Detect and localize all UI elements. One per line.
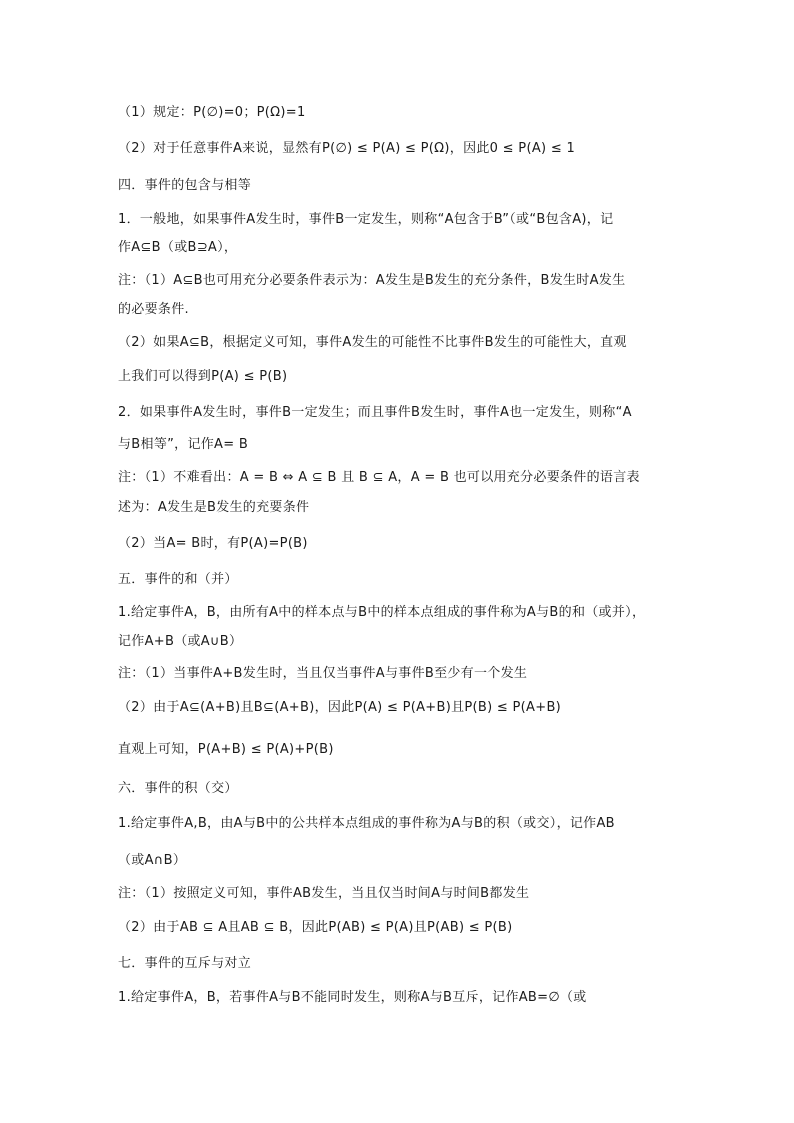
text-line: （2）由于AB ⊆ A且AB ⊆ B，因此P(AB) ≤ P(A)且P(AB) ≤ P(B) [118,920,513,935]
text-line: 1.给定事件A,B，由A与B中的公共样本点组成的事件称为A与B的积（或交），记作AB [118,816,615,831]
section-heading: 五．事件的和（并） [118,572,238,587]
text-line: （2）如果A⊆B，根据定义可知，事件A发生的可能性不比事件B发生的可能性大，直观 [118,335,627,350]
text-line: 2．如果事件A发生时，事件B一定发生；而且事件B发生时，事件A也一定发生，则称“A [118,405,632,420]
section-heading: 四．事件的包含与相等 [118,178,252,193]
section-heading: 六．事件的积（交） [118,781,238,796]
section-heading: 七．事件的互斥与对立 [118,956,252,971]
text-line: 述为：A发生是B发生的充要条件 [118,500,310,515]
text-line: 与B相等”，记作A= B [118,437,249,452]
text-line: 注：（1）不难看出：A = B ⇔ A ⊆ B 且 B ⊆ A，A = B 也可以用充分必要条件的语言表 [118,470,640,485]
text-line: 记作A+B（或A∪B） [118,634,243,649]
text-line: （或A∩B） [118,853,187,868]
text-line: 上我们可以得到P(A) ≤ P(B) [118,369,288,384]
text-line: （2）对于任意事件A来说，显然有P(∅) ≤ P(A) ≤ P(Ω)，因此0 ≤ P(A) ≤ 1 [118,141,576,156]
text-line: 的必要条件. [118,302,189,317]
text-line: 直观上可知，P(A+B) ≤ P(A)+P(B) [118,742,334,757]
text-line: 1.给定事件A，B，由所有A中的样本点与B中的样本点组成的事件称为A与B的和（或并）， [118,605,646,620]
text-line: （1）规定：P(∅)=0；P(Ω)=1 [118,105,306,120]
text-line: 1．一般地，如果事件A发生时，事件B一定发生，则称“A包含于B”（或“B包含A)，记 [118,212,614,227]
text-line: （2）当A= B时，有P(A)=P(B) [118,536,308,551]
text-line: 作A⊆B（或B⊇A）， [118,240,238,255]
text-line: 注：（1）按照定义可知，事件AB发生，当且仅当时间A与时间B都发生 [118,886,530,901]
text-line: （2）由于A⊆(A+B)且B⊆(A+B)，因此P(A) ≤ P(A+B)且P(B) ≤ P(A+B) [118,700,562,715]
text-line: 注：（1）A⊆B也可用充分必要条件表示为：A发生是B发生的充分条件，B发生时A发生 [118,273,626,288]
text-line: 注：（1）当事件A+B发生时，当且仅当事件A与事件B至少有一个发生 [118,666,528,681]
text-line: 1.给定事件A，B，若事件A与B不能同时发生，则称A与B互斥，记作AB=∅（或 [118,990,587,1005]
